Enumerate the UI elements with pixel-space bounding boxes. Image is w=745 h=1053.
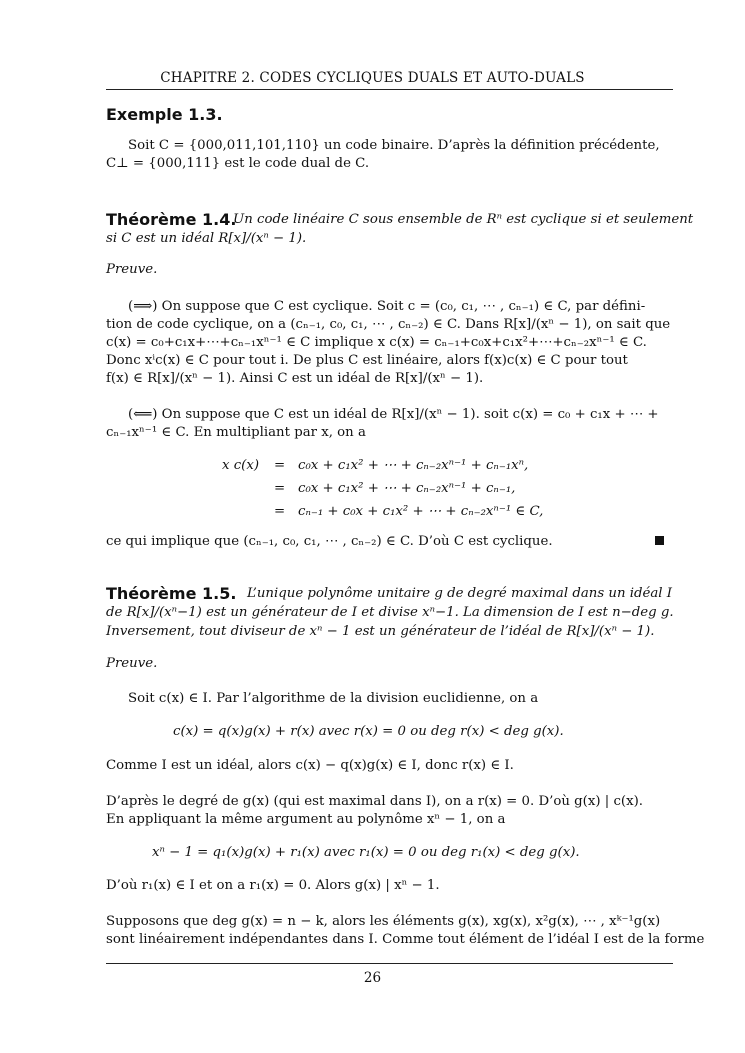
proof-1-line-4: Donc xⁱc(x) ∈ C pour tout i. De plus C est linéaire, alors f(x)c(x) ∈ C pour tout xyxy=(106,353,628,368)
qed-square xyxy=(655,536,664,545)
theorem-1-4-label: Théorème 1.4. xyxy=(106,210,237,229)
proof-1-line-3: c(x) = c₀+c₁x+⋯+cₙ₋₁xⁿ⁻¹ ∈ C implique x c(x) = cₙ₋₁+c₀x+c₁x²+⋯+cₙ₋₂xⁿ⁻¹ ∈ C. xyxy=(106,335,647,350)
header-rule xyxy=(106,89,673,90)
division-equation-2: xⁿ − 1 = q₁(x)g(x) + r₁(x) avec r₁(x) = 0 ou deg r₁(x) < deg g(x). xyxy=(152,845,580,860)
equation-rel-3: = xyxy=(274,504,286,519)
equation-rhs-3: cₙ₋₁ + c₀x + c₁x² + ⋯ + cₙ₋₂xⁿ⁻¹ ∈ C, xyxy=(298,504,544,519)
proof-3-sentence-4: D’où r₁(x) ∈ I et on a r₁(x) = 0. Alors g(x) | xⁿ − 1. xyxy=(106,878,440,893)
theorem-1-5-label: Théorème 1.5. xyxy=(106,584,237,603)
equation-rhs-2: c₀x + c₁x² + ⋯ + cₙ₋₂xⁿ⁻¹ + cₙ₋₁, xyxy=(298,481,516,496)
division-equation: c(x) = q(x)g(x) + r(x) avec r(x) = 0 ou deg r(x) < deg g(x). xyxy=(173,724,564,739)
example-line-1: Soit C = {000,011,101,110} un code binaire. D’après la définition précédente, xyxy=(128,138,660,153)
proof-3-sentence-2: Comme I est un idéal, alors c(x) − q(x)g(x) ∈ I, donc r(x) ∈ I. xyxy=(106,758,514,773)
theorem-1-5-line-1: L’unique polynôme unitaire g de degré maximal dans un idéal I xyxy=(247,586,673,601)
proof-2-line-2: cₙ₋₁xⁿ⁻¹ ∈ C. En multipliant par x, on a xyxy=(106,425,366,440)
proof-3-sentence-3b: En appliquant la même argument au polynôme xⁿ − 1, on a xyxy=(106,812,506,827)
theorem-1-4-line-2: si C est un idéal R[x]/(xⁿ − 1). xyxy=(106,231,307,246)
proof-1-line-2: tion de code cyclique, on a (cₙ₋₁, c₀, c₁, ⋯ , cₙ₋₂) ∈ C. Dans R[x]/(xⁿ − 1), on sait que xyxy=(106,317,671,332)
theorem-1-5-line-2: de R[x]/(xⁿ−1) est un générateur de I et divise xⁿ−1. La dimension de I est n−deg g. xyxy=(106,605,674,620)
equation-rel-1: = xyxy=(274,458,286,473)
example-line-2: C⊥ = {000,111} est le code dual de C. xyxy=(106,156,370,171)
proof-3-sentence-1: Soit c(x) ∈ I. Par l’algorithme de la division euclidienne, on a xyxy=(128,691,539,706)
page-number: 26 xyxy=(363,970,382,986)
footer-rule xyxy=(106,963,673,964)
running-header: CHAPITRE 2. CODES CYCLIQUES DUALS ET AUTO-DUALS xyxy=(160,70,585,86)
proof-conclusion: ce qui implique que (cₙ₋₁, c₀, c₁, ⋯ , cₙ₋₂) ∈ C. D’où C est cyclique. xyxy=(106,534,553,549)
proof-1-line-1: (⟹) On suppose que C est cyclique. Soit c = (c₀, c₁, ⋯ , cₙ₋₁) ∈ C, par défini- xyxy=(128,299,646,314)
proof-label-2: Preuve. xyxy=(106,656,158,671)
proof-label-1: Preuve. xyxy=(106,262,158,277)
proof-3-sentence-3a: D’après le degré de g(x) (qui est maximal dans I), on a r(x) = 0. D’où g(x) | c(x). xyxy=(106,794,644,809)
proof-3-sentence-5a: Supposons que deg g(x) = n − k, alors les éléments g(x), xg(x), x²g(x), ⋯ , xᵏ⁻¹g(x) xyxy=(106,914,661,929)
example-label: Exemple 1.3. xyxy=(106,105,223,124)
proof-1-line-5: f(x) ∈ R[x]/(xⁿ − 1). Ainsi C est un idéal de R[x]/(xⁿ − 1). xyxy=(106,371,484,386)
proof-2-line-1: (⟸) On suppose que C est un idéal de R[x]/(xⁿ − 1). soit c(x) = c₀ + c₁x + ⋯ + xyxy=(128,407,659,422)
equation-lhs: x c(x) xyxy=(222,458,260,473)
theorem-1-5-line-3: Inversement, tout diviseur de xⁿ − 1 est un générateur de l’idéal de R[x]/(xⁿ − 1). xyxy=(106,624,655,639)
theorem-1-4-line-1: Un code linéaire C sous ensemble de Rⁿ est cyclique si et seulement xyxy=(233,212,694,227)
proof-3-sentence-5b: sont linéairement indépendantes dans I. Comme tout élément de l’idéal I est de la forme xyxy=(106,932,705,947)
equation-rhs-1: c₀x + c₁x² + ⋯ + cₙ₋₂xⁿ⁻¹ + cₙ₋₁xⁿ, xyxy=(298,458,529,473)
equation-rel-2: = xyxy=(274,481,286,496)
